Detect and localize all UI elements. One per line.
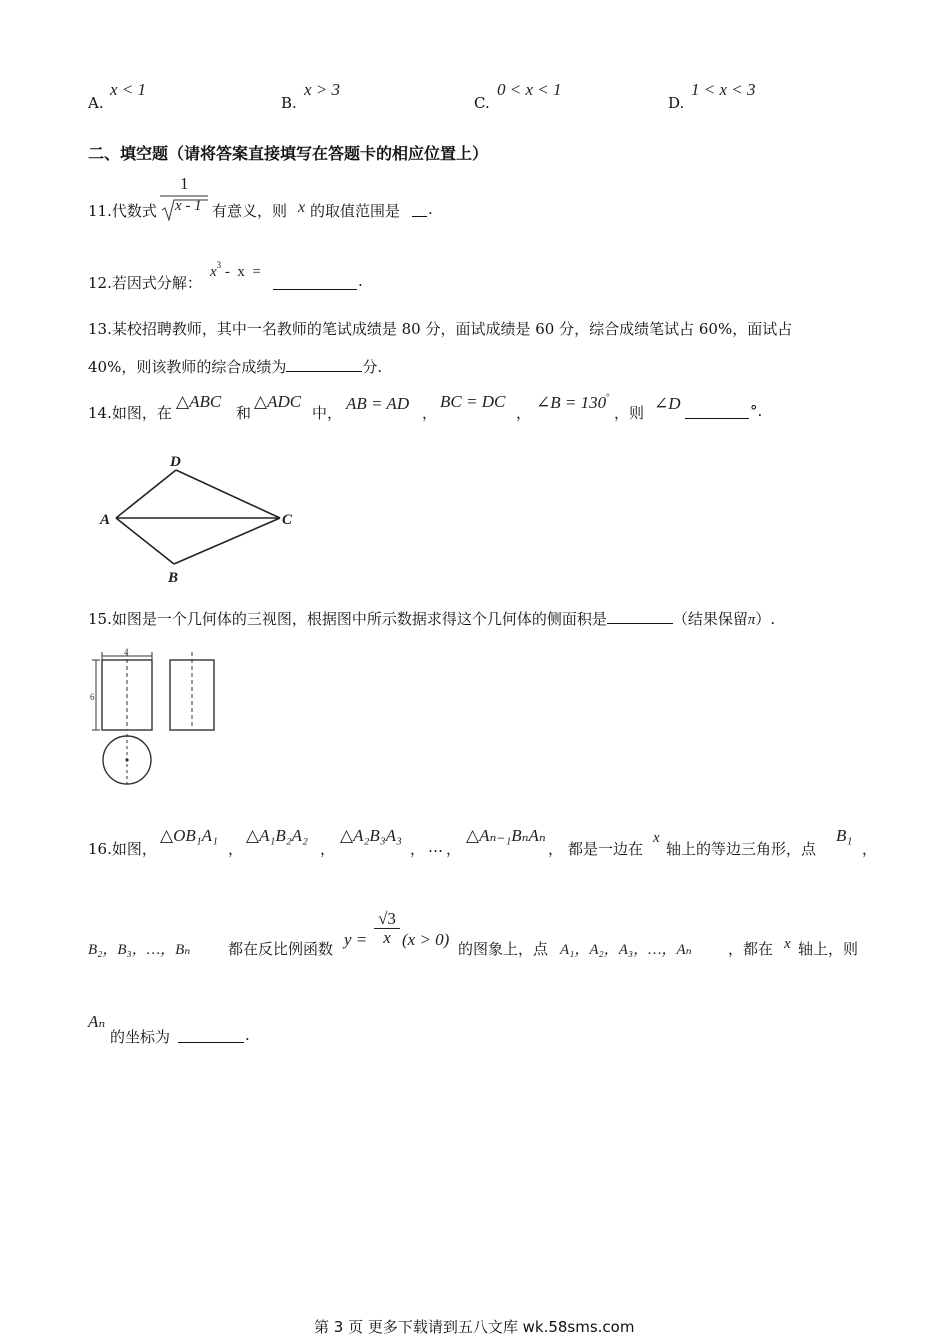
q16-tri3: △A₂B₃A₃	[340, 826, 402, 845]
option-d-expr: 1 < x < 3	[691, 80, 756, 99]
q16-line2-b: B₂，B₃，…，Bₙ	[88, 942, 191, 958]
option-d	[668, 94, 684, 112]
q16-func-cond: (x > 0)	[402, 930, 450, 949]
page-footer: 第 3 页 更多下载请到五八文库 wk.58sms.com	[314, 1318, 635, 1336]
option-b	[281, 94, 297, 112]
q13-line2	[88, 356, 382, 377]
q14-angle-b-text: ∠B = 130	[536, 393, 607, 412]
option-a-letter: A.	[88, 94, 104, 112]
q16-tri4: △Aₙ₋₁BₙAₙ	[466, 826, 546, 845]
q14-angle-b	[536, 392, 610, 413]
section-title: 二、填空题（请将答案直接填写在答题卡的相应位置上）	[88, 144, 489, 163]
q14-end: °.	[750, 402, 763, 420]
q14-answer-blank[interactable]	[685, 404, 749, 419]
figure-15-three-views	[90, 648, 230, 793]
option-a	[88, 94, 104, 112]
edge-ad	[116, 470, 176, 518]
q13-line2-a: 40%，则该教师的综合成绩为	[88, 358, 287, 376]
q16-func-frac	[374, 910, 400, 947]
option-c-letter: C.	[474, 94, 490, 112]
q15-answer-blank[interactable]	[607, 609, 673, 624]
q16-answer-blank[interactable]	[178, 1028, 244, 1043]
question-16-line1: 16.如图， △OB₁A₁ ， △A₁B₂A₂ ， △A₂B₃A₃ ， … ， △Aₙ₋₁BₙAₙ ， 都是一边在 x 轴上的等边三角形，点 B₁ ，	[88, 826, 878, 858]
q12-expr-rest: - x =	[221, 264, 261, 280]
height-label: 6	[90, 692, 95, 702]
q16-x-2: x	[784, 936, 791, 952]
edge-ab	[116, 518, 174, 564]
edge-bc	[174, 518, 280, 564]
q11-prefix: 11.代数式	[88, 202, 157, 220]
width-label: 4	[124, 647, 129, 657]
q11-answer-blank[interactable]	[412, 202, 427, 217]
q16-line2-text2: 的图象上，点	[458, 940, 549, 958]
q16-prefix: 16.如图，	[88, 840, 157, 858]
edge-dc	[176, 470, 280, 518]
q11-frac-num: 1	[180, 174, 189, 193]
option-c-expr: 0 < x < 1	[497, 80, 562, 99]
label-d: D	[170, 454, 181, 470]
q15-text: 15.如图是一个几何体的三视图，根据图中所示数据求得这个几何体的侧面积是	[88, 610, 607, 628]
q16-line3-an: Aₙ	[88, 1012, 106, 1031]
q11-var: x	[298, 199, 306, 216]
q11-text-end: 的取值范围是	[310, 202, 401, 220]
q16-text1: 都是一边在	[568, 840, 644, 858]
q16-pts: A₁，A₂，A₃，…，Aₙ	[560, 942, 692, 958]
q15-paren-close: ）.	[755, 610, 776, 628]
q14-eq1: AB = AD	[346, 394, 410, 413]
q16-line2-text4: 轴上，则	[798, 940, 859, 958]
label-c: C	[282, 512, 293, 528]
q16-func-den: x	[374, 928, 400, 947]
question-14	[88, 392, 848, 422]
q16-line3-text: 的坐标为	[110, 1028, 171, 1046]
q14-prefix: 14.如图，在	[88, 404, 172, 422]
q14-deg: °	[606, 392, 610, 402]
q12-expr-base: x	[210, 264, 217, 280]
q11-text-after: 有意义，则	[212, 202, 288, 220]
q14-mid: 中，	[312, 404, 343, 422]
option-c	[474, 94, 490, 112]
q13-line1: 13.某校招聘教师，其中一名教师的笔试成绩是 80 分，面试成绩是 60 分，综合成绩笔试占 60%，面试占	[88, 320, 793, 338]
q13-answer-blank[interactable]	[286, 357, 362, 372]
q15-pi: π	[747, 612, 756, 628]
q16-line2-text3: ，都在	[728, 940, 774, 958]
q14-comma2: ，	[516, 404, 532, 422]
option-b-letter: B.	[281, 94, 297, 112]
q14-then: ，则	[614, 404, 645, 422]
q16-line2-text: 都在反比例函数	[228, 940, 334, 958]
q16-end: .	[245, 1026, 250, 1044]
q16-b1: B₁	[836, 826, 853, 845]
q16-func-y: y =	[344, 930, 368, 949]
q12-end: .	[358, 272, 363, 290]
label-b: B	[168, 570, 179, 586]
q14-and: 和	[236, 404, 252, 422]
q13-line2-b: 分.	[362, 358, 383, 376]
q12-expr	[210, 260, 261, 281]
q16-func-num: √3	[378, 909, 396, 928]
question-15	[88, 608, 775, 629]
q11-frac-den: x - 1	[175, 198, 202, 214]
q14-eq2: BC = DC	[440, 392, 506, 411]
q14-angle-d: ∠D	[654, 394, 681, 413]
q12-expr-exp: 3	[216, 260, 222, 270]
q12-answer-blank[interactable]	[273, 275, 357, 290]
question-16-line2	[88, 908, 878, 968]
q16-text2: 轴上的等边三角形，点	[666, 840, 817, 858]
q15-paren-open: （结果保留	[672, 610, 748, 628]
figure-14-kite	[98, 452, 318, 592]
option-a-expr: x < 1	[110, 80, 147, 99]
q11-end: .	[428, 200, 433, 218]
option-b-expr: x > 3	[304, 80, 341, 99]
q16-dots: …	[428, 838, 443, 856]
q14-comma1: ，	[422, 404, 438, 422]
q12-prefix: 12.若因式分解：	[88, 274, 202, 292]
q16-x: x	[653, 830, 660, 846]
q14-tri2: △ADC	[254, 392, 302, 411]
q14-tri1: △ABC	[176, 392, 222, 411]
question-16-line3	[88, 1012, 488, 1046]
label-a: A	[100, 512, 111, 528]
option-d-letter: D.	[668, 94, 685, 112]
q16-tri1: △OB₁A₁	[160, 826, 218, 845]
q16-tri2: △A₁B₂A₂	[246, 826, 308, 845]
